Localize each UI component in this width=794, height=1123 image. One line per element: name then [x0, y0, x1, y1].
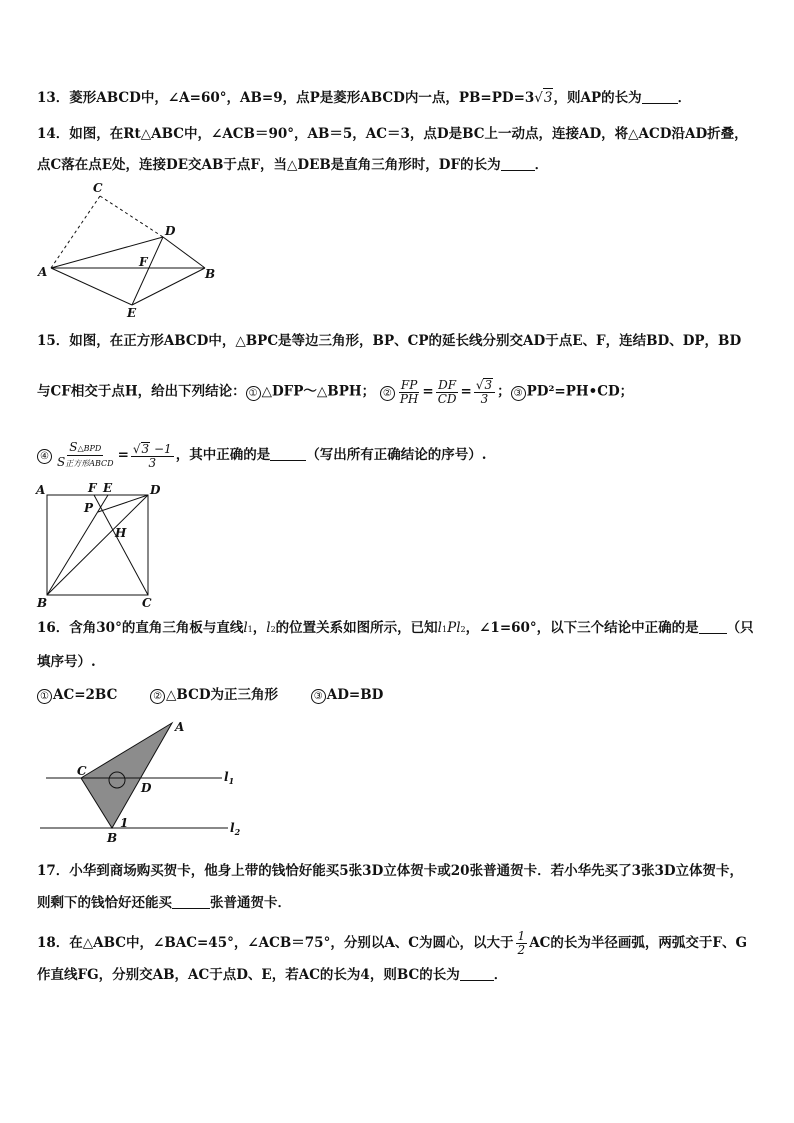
- circled-number-4: ④: [37, 449, 52, 464]
- line-l2: l: [266, 620, 271, 636]
- label-h: H: [115, 526, 127, 540]
- line-l2-sub: 2: [460, 625, 466, 634]
- label-l1: [224, 770, 234, 786]
- question-14-line-1: 14．如图，在Rt△ABC中，∠ACB＝90°，AB＝5，AC＝3，点D是BC上一动点，连接AD，将△ACD沿AD折叠，: [37, 126, 748, 142]
- label-l1-letter: l: [224, 770, 229, 784]
- q14-text: 点C落在点E处，连接DE交AB于点F，当△DEB是直角三角形时，DF的长为: [37, 157, 501, 173]
- label-b: B: [107, 831, 118, 845]
- label-c: C: [77, 764, 87, 778]
- line-l1: l: [243, 620, 248, 636]
- q16-text-c: ，∠1=60°，以下三个结论中正确的是: [465, 620, 699, 636]
- conclusion-1: △DFP～△BPH；: [261, 383, 376, 400]
- label-f: F: [139, 255, 148, 269]
- q16-text: 16．含角30°的直角三角板与直线: [37, 620, 244, 636]
- option-2-number: ②: [150, 689, 165, 704]
- equals: =: [422, 383, 434, 400]
- question-17-line-2: [37, 894, 291, 912]
- label-d: D: [150, 483, 161, 497]
- answer-blank[interactable]: [172, 894, 210, 909]
- s-symbol: S: [69, 440, 78, 454]
- s-symbol: S: [57, 455, 66, 469]
- q16-text-b: 的位置关系如图所示，已知: [275, 620, 438, 636]
- label-b: B: [205, 267, 216, 281]
- label-d: D: [165, 224, 176, 238]
- option-1-number: ①: [37, 689, 52, 704]
- q15-text: 与CF相交于点H，给出下列结论：: [37, 383, 246, 400]
- q16-end: （只: [726, 620, 754, 636]
- option-1: AC=2BC: [53, 687, 118, 703]
- question-18-line-2: [37, 966, 507, 984]
- q13-text: 13．菱形ABCD中，∠A=60°，AB=9，点P是菱形ABCD内一点，PB=PD=3: [37, 90, 535, 106]
- circled-number-2: ②: [380, 386, 395, 401]
- fraction-den: 3: [480, 392, 489, 406]
- label-c: C: [93, 181, 103, 195]
- parallel-symbol: P: [447, 620, 457, 636]
- q14-end: ．: [534, 157, 549, 173]
- question-18-line-1: [37, 930, 747, 957]
- q13-text-b: ，则AP的长为: [553, 90, 642, 106]
- sqrt-value: 3: [484, 378, 493, 392]
- fraction-num: FP: [400, 377, 418, 392]
- q17-text: 则剩下的钱恰好还能买: [37, 895, 172, 911]
- q15-text: ，其中正确的是: [175, 447, 271, 463]
- q13-end: ．: [677, 90, 692, 106]
- option-2: △BCD为正三角形: [166, 687, 279, 703]
- s-subscript: 正方形ABCD: [65, 459, 114, 468]
- question-16-line-2: 填序号）.: [37, 654, 96, 670]
- line-l2-sub: 2: [270, 625, 276, 634]
- fraction-num: √3 −1: [132, 441, 172, 456]
- line-l2: l: [456, 620, 461, 636]
- fraction-den: CD: [437, 391, 457, 406]
- q15-note: （写出所有正确结论的序号）.: [306, 447, 487, 463]
- label-a: A: [36, 483, 46, 497]
- option-3: AD=BD: [326, 687, 384, 703]
- label-c: C: [142, 596, 152, 610]
- line-l1-sub: 1: [442, 625, 448, 634]
- circled-number-3: ③: [511, 386, 526, 401]
- label-a: A: [175, 720, 185, 734]
- s-subscript: △BPD: [77, 444, 102, 453]
- question-15-line-1: 15．如图，在正方形ABCD中，△BPC是等边三角形，BP、CP的延长线分别交AD于点E、F，连结BD、DP，BD: [37, 333, 742, 349]
- equals: =: [117, 447, 129, 463]
- answer-blank[interactable]: [460, 966, 494, 981]
- q13-sqrt-value: 3: [543, 90, 553, 106]
- label-l2-letter: l: [230, 821, 235, 835]
- label-e: E: [103, 481, 113, 495]
- line-l1: l: [437, 620, 442, 636]
- label-angle-1: 1: [120, 816, 129, 830]
- label-l1-sub: 1: [228, 776, 235, 786]
- fraction-den: PH: [399, 391, 419, 406]
- sqrt-sign: √: [534, 90, 543, 106]
- fraction-half: [516, 930, 528, 957]
- semicolon: ；: [497, 383, 511, 400]
- separator: ，: [252, 620, 267, 636]
- equals: =: [460, 383, 472, 400]
- line-l1-sub: 1: [247, 625, 253, 634]
- label-e: E: [127, 306, 137, 320]
- conclusion-3: PD²=PH•CD；: [526, 383, 634, 400]
- sqrt-value: 3: [141, 441, 150, 456]
- q18-text-c: 作直线FG，分别交AB，AC于点D、E，若AC的长为4，则BC的长为: [37, 967, 460, 983]
- triangle-abc: [81, 723, 172, 828]
- label-a: A: [38, 265, 48, 279]
- label-b: B: [37, 596, 48, 610]
- q18-end: ．: [493, 967, 508, 983]
- label-l2-sub: 2: [234, 827, 241, 837]
- label-l2: [230, 821, 241, 837]
- fraction-num: 1: [517, 929, 526, 943]
- option-3-number: ③: [311, 689, 326, 704]
- circled-number-1: ①: [246, 386, 261, 401]
- q18-text-b: AC的长为半径画弧，两弧交于F、G: [529, 935, 748, 951]
- fraction-den: 2: [517, 943, 526, 957]
- fraction-num: DF: [438, 377, 457, 392]
- minus-one: −1: [150, 441, 172, 456]
- label-d: D: [141, 781, 152, 795]
- q18-text: 18．在△ABC中，∠BAC=45°，∠ACB＝75°，分别以A、C为圆心，以大于: [37, 935, 514, 951]
- label-f: F: [88, 481, 97, 495]
- q17-text-b: 张普通贺卡．: [210, 895, 291, 911]
- label-p: P: [84, 501, 94, 515]
- question-17-line-1: 17．小华到商场购买贺卡，他身上带的钱恰好能买5张3D立体贺卡或20张普通贺卡．若小华先买了3张3D立体贺卡，: [37, 863, 744, 879]
- fraction-num: √3: [474, 378, 495, 393]
- fraction-den: 3: [148, 455, 157, 470]
